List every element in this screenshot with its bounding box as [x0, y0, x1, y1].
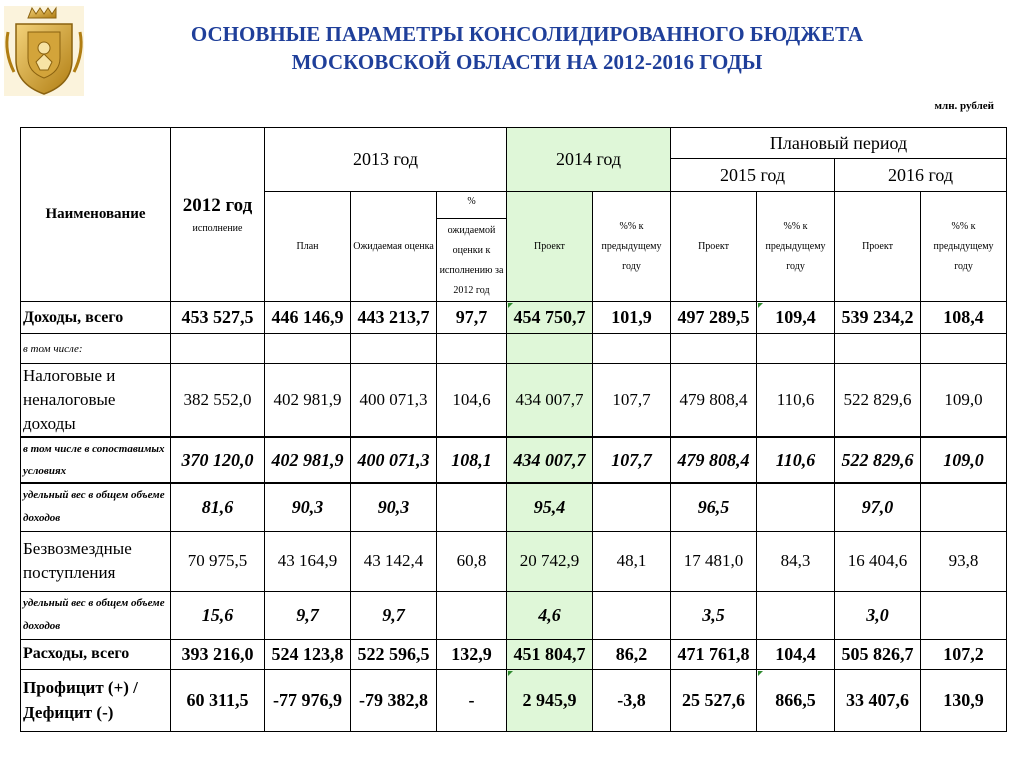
coat-of-arms-emblem — [2, 2, 86, 98]
table-cell: 70 975,5 — [171, 531, 265, 591]
table-cell: 382 552,0 — [171, 364, 265, 438]
table-cell: 97,0 — [835, 483, 921, 531]
table-cell: 402 981,9 — [265, 437, 351, 483]
table-cell: 84,3 — [757, 531, 835, 591]
table-cell: -77 976,9 — [265, 669, 351, 731]
table-cell — [507, 334, 593, 364]
table-cell: 434 007,7 — [507, 364, 593, 438]
row-label: удельный вес в общем объеме доходов — [21, 483, 171, 531]
table-cell: 109,0 — [921, 364, 1007, 438]
table-cell: 101,9 — [593, 302, 671, 334]
table-cell: 104,6 — [437, 364, 507, 438]
table-cell: 97,7 — [437, 302, 507, 334]
table-cell: 107,7 — [593, 437, 671, 483]
table-cell: 9,7 — [351, 591, 437, 639]
table-cell: 20 742,9 — [507, 531, 593, 591]
header-plan-period: Плановый период — [671, 128, 1007, 159]
table-cell: 4,6 — [507, 591, 593, 639]
row-label: в том числе в сопоставимых условиях — [21, 437, 171, 483]
table-cell — [671, 334, 757, 364]
table-cell: 108,1 — [437, 437, 507, 483]
header-2015: 2015 год — [671, 159, 835, 192]
table-cell: 81,6 — [171, 483, 265, 531]
table-cell — [921, 591, 1007, 639]
header-pct-expected — [437, 192, 507, 302]
header-2016-project: Проект — [835, 192, 921, 302]
table-cell: 453 527,5 — [171, 302, 265, 334]
row-label: удельный вес в общем объеме доходов — [21, 591, 171, 639]
table-cell: 522 829,6 — [835, 437, 921, 483]
table-cell: - — [437, 669, 507, 731]
page-title-line-2: МОСКОВСКОЙ ОБЛАСТИ НА 2012-2016 ГОДЫ — [291, 50, 763, 74]
table-cell: 15,6 — [171, 591, 265, 639]
table-cell: 479 808,4 — [671, 364, 757, 438]
table-cell — [593, 334, 671, 364]
header-2016-pct-prev: %% к предыдущему году — [921, 192, 1007, 302]
table-cell: 434 007,7 — [507, 437, 593, 483]
coat-of-arms-icon — [2, 2, 86, 98]
table-cell: 107,2 — [921, 639, 1007, 669]
table-cell: 48,1 — [593, 531, 671, 591]
table-row — [21, 591, 1007, 639]
table-cell — [757, 483, 835, 531]
table-row — [21, 334, 1007, 364]
row-label: Налоговые и неналоговые доходы — [21, 364, 171, 438]
table-cell — [437, 591, 507, 639]
table-cell: 25 527,6 — [671, 669, 757, 731]
header-2014-project: Проект — [507, 192, 593, 302]
table-cell: 96,5 — [671, 483, 757, 531]
page-title — [110, 20, 944, 76]
table-cell: 95,4 — [507, 483, 593, 531]
table-cell: 132,9 — [437, 639, 507, 669]
table-cell: 3,5 — [671, 591, 757, 639]
header-pct-expected-text: ожидаемой оценки к исполнению за 2012 год — [439, 225, 504, 296]
table-cell — [437, 483, 507, 531]
table-row — [21, 302, 1007, 334]
table-cell — [757, 591, 835, 639]
header-2012 — [171, 128, 265, 302]
table-cell: -3,8 — [593, 669, 671, 731]
table-cell — [351, 334, 437, 364]
table-cell: 505 826,7 — [835, 639, 921, 669]
header-2015-pct-prev: %% к предыдущему году — [757, 192, 835, 302]
table-cell: 110,6 — [757, 364, 835, 438]
table-cell: 400 071,3 — [351, 437, 437, 483]
page-title-line-1: ОСНОВНЫЕ ПАРАМЕТРЫ КОНСОЛИДИРОВАННОГО БЮДЖЕТА — [190, 22, 864, 46]
table-cell: 33 407,6 — [835, 669, 921, 731]
table-cell: 107,7 — [593, 364, 671, 438]
table-cell: 43 142,4 — [351, 531, 437, 591]
table-cell: 130,9 — [921, 669, 1007, 731]
table-cell — [835, 334, 921, 364]
table-cell: 90,3 — [265, 483, 351, 531]
row-label: в том числе: — [21, 334, 171, 364]
table-cell: 93,8 — [921, 531, 1007, 591]
table-cell — [921, 483, 1007, 531]
table-cell: 400 071,3 — [351, 364, 437, 438]
table-cell: 110,6 — [757, 437, 835, 483]
header-name: Наименование — [21, 128, 171, 302]
row-label: Расходы, всего — [21, 639, 171, 669]
table-cell: -79 382,8 — [351, 669, 437, 731]
table-cell: 522 829,6 — [835, 364, 921, 438]
table-cell: 451 804,7 — [507, 639, 593, 669]
table-cell: 109,4 — [757, 302, 835, 334]
table-row — [21, 639, 1007, 669]
table-cell: 3,0 — [835, 591, 921, 639]
header-2014: 2014 год — [507, 128, 671, 192]
table-cell: 90,3 — [351, 483, 437, 531]
row-label: Профицит (+) /Дефицит (-) — [21, 669, 171, 731]
table-cell: 402 981,9 — [265, 364, 351, 438]
table-cell: 2 945,9 — [507, 669, 593, 731]
table-cell: 60,8 — [437, 531, 507, 591]
table-cell: 43 164,9 — [265, 531, 351, 591]
table-cell: 524 123,8 — [265, 639, 351, 669]
table-cell: 454 750,7 — [507, 302, 593, 334]
table-row — [21, 437, 1007, 483]
table-cell — [171, 334, 265, 364]
table-cell — [921, 334, 1007, 364]
table-cell: 443 213,7 — [351, 302, 437, 334]
table-cell — [437, 334, 507, 364]
table-cell: 370 120,0 — [171, 437, 265, 483]
table-cell: 479 808,4 — [671, 437, 757, 483]
table-cell: 866,5 — [757, 669, 835, 731]
table-cell: 446 146,9 — [265, 302, 351, 334]
header-2012-sub: исполнение — [192, 223, 243, 234]
table-row — [21, 669, 1007, 731]
table-cell — [593, 591, 671, 639]
header-2013: 2013 год — [265, 128, 507, 192]
table-row — [21, 483, 1007, 531]
header-2014-pct-prev: %% к предыдущему году — [593, 192, 671, 302]
table-cell: 109,0 — [921, 437, 1007, 483]
table-row — [21, 531, 1007, 591]
table-cell: 86,2 — [593, 639, 671, 669]
header-plan: План — [265, 192, 351, 302]
table-cell: 9,7 — [265, 591, 351, 639]
table-cell: 471 761,8 — [671, 639, 757, 669]
table-cell — [265, 334, 351, 364]
header-2015-project: Проект — [671, 192, 757, 302]
table-cell: 16 404,6 — [835, 531, 921, 591]
units-label: млн. рублей — [934, 100, 994, 112]
row-label: Доходы, всего — [21, 302, 171, 334]
table-cell: 522 596,5 — [351, 639, 437, 669]
header-pct-symbol: % — [437, 192, 506, 219]
header-2012-year: 2012 год — [182, 195, 253, 216]
table-cell: 60 311,5 — [171, 669, 265, 731]
table-cell: 497 289,5 — [671, 302, 757, 334]
table-cell: 393 216,0 — [171, 639, 265, 669]
header-expected: Ожидаемая оценка — [351, 192, 437, 302]
header-row-1 — [21, 128, 1007, 159]
table-cell — [757, 334, 835, 364]
table-cell: 17 481,0 — [671, 531, 757, 591]
table-cell — [593, 483, 671, 531]
table-cell: 108,4 — [921, 302, 1007, 334]
budget-table — [20, 127, 1007, 732]
row-label: Безвозмездные поступления — [21, 531, 171, 591]
table-row — [21, 364, 1007, 438]
table-cell: 104,4 — [757, 639, 835, 669]
table-cell: 539 234,2 — [835, 302, 921, 334]
header-2016: 2016 год — [835, 159, 1007, 192]
